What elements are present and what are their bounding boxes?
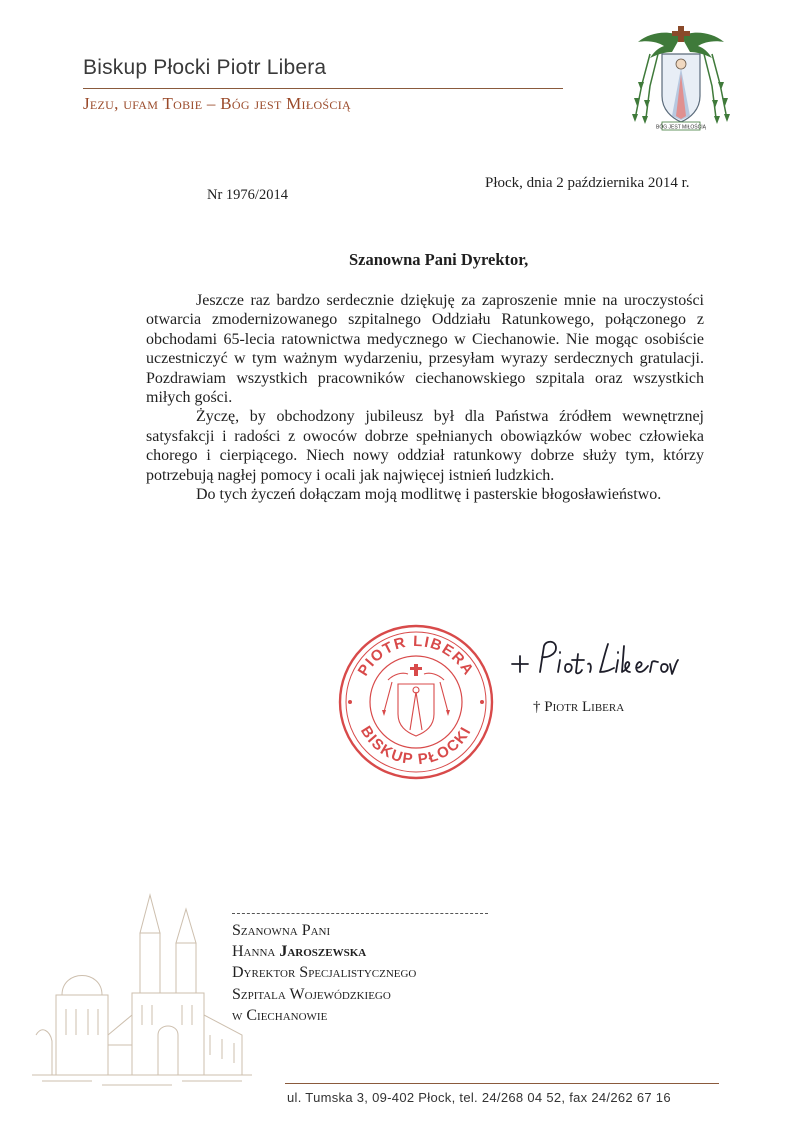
paragraph-2: Życzę, by obchodzony jubileusz był dla Państwa źródłem wewnętrznej satysfakcji i radości z owoców dobrze spełnianych obowiązków wobec człowieka chorego i cierpiącego. Niech nowy oddział ratunkowy dobrze służy tym, którzy potrzebują nagłej pomocy i ocali jak najwięcej istnień ludzkich. [146,408,704,484]
letter-date: Płock, dnia 2 października 2014 r. [485,175,690,191]
letterhead-motto: Jezu, ufam Tobie – Bóg jest Miłością [83,94,351,113]
recipient-line-1: Szanowna Pani [232,922,331,939]
recipient-line-3: Dyrektor Specjalistycznego [232,964,417,982]
paragraph-3: Do tych życzeń dołączam moją modlitwę i pasterskie błogosławieństwo. [196,486,662,504]
handwritten-signature [506,632,682,688]
svg-text:BISKUP PŁOCKI [357,723,475,768]
recipient-last-name: Jaroszewska [279,943,367,961]
paragraph-1: Jeszcze raz bardzo serdecznie dziękuję za zaproszenie mnie na uroczystości otwarcia zmodernizowanego szpitalnego Oddziału Ratunkowego, połączonego z obchodami 65-lecia ratownictwa medycznego w Ciechanowie. Nie mogąc osobiście uczestniczyć w tym ważnym wydarzeniu, przesyłam wyrazy serdecznych gratulacji. Pozdrawiam wszystkich pracowników ciechanowskiego szpitala oraz wszystkich miłych gości. [146,292,704,407]
signer-name: † Piotr Libera [533,699,625,715]
address-divider [232,913,488,914]
bishop-coat-of-arms-icon [628,24,734,136]
footer-rule [285,1083,719,1084]
recipient-first-name: Hanna [232,943,276,961]
recipient-line-5: w Ciechanowie [232,1006,328,1024]
recipient-address [232,920,416,1026]
letterhead-rule [83,88,563,89]
bishop-seal-stamp [336,622,496,782]
crest-motto-label: BÓG JEST MIŁOŚCIĄ [656,124,706,131]
recipient-line-4: Szpitala Wojewódzkiego [232,985,391,1003]
recipient-name-line [232,941,416,962]
footer-address: ul. Tumska 3, 09-402 Płock, tel. 24/268 04 52, fax 24/262 67 16 [287,1090,671,1105]
letter-body [146,291,704,504]
letterhead-name: Biskup Płocki Piotr Libera [83,56,327,79]
cathedral-watermark-drawing [32,885,252,1090]
salutation: Szanowna Pani Dyrektor, [349,250,529,269]
seal-top-text: PIOTR LIBERA [354,632,478,680]
reference-number: Nr 1976/2014 [207,187,288,203]
seal-bottom-text: BISKUP PŁOCKI [356,723,475,769]
